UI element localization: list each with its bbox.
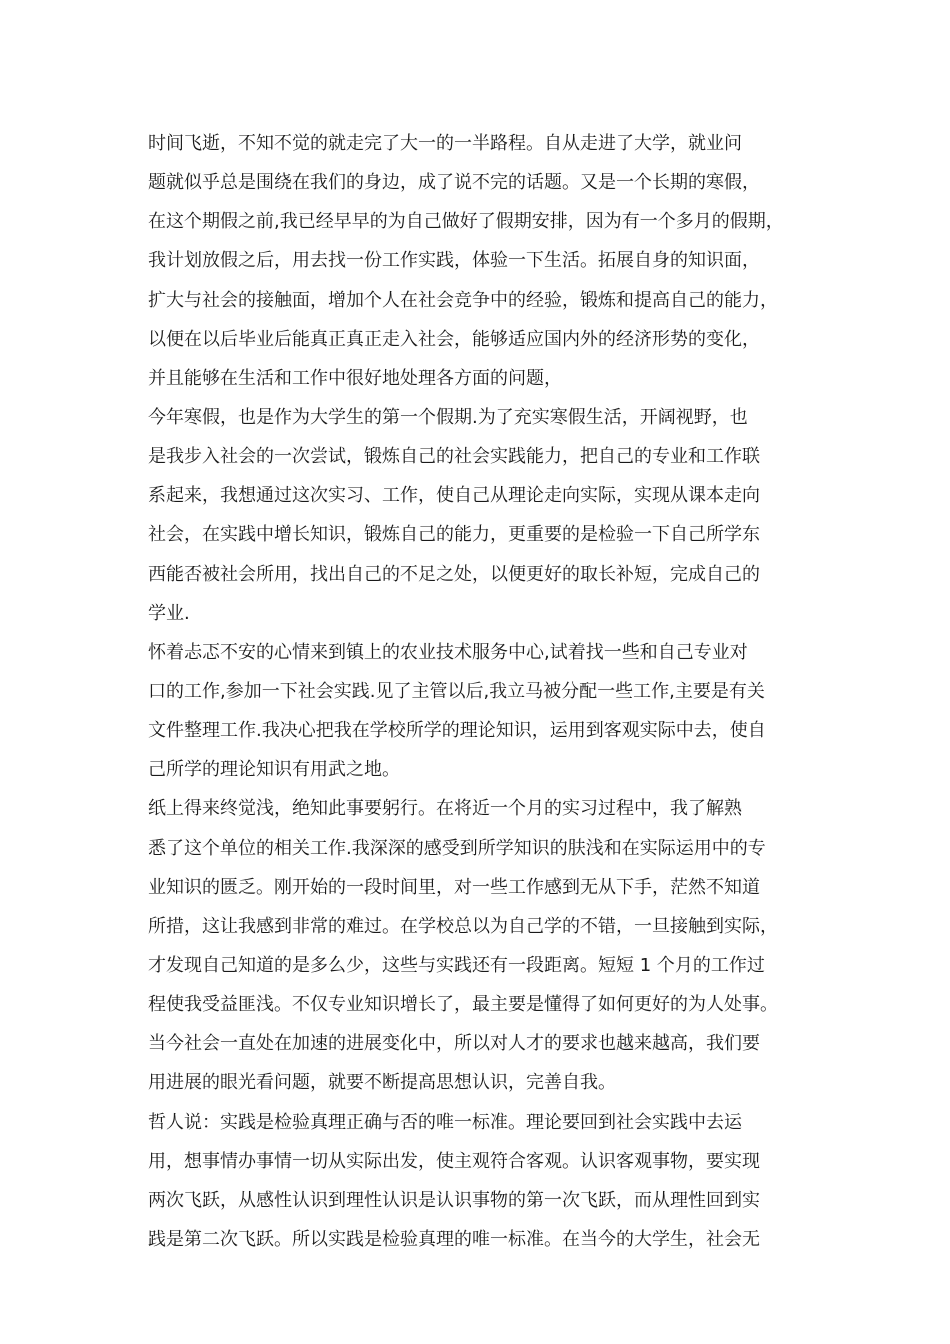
text-line: 以便在以后毕业后能真正真正走入社会，能够适应国内外的经济形势的变化， <box>148 328 760 350</box>
text-line: 当今社会一直处在加速的进展变化中，所以对人才的要求也越来越高，我们要 <box>148 1033 760 1055</box>
text-line: 才发现自己知道的是多么少，这些与实践还有一段距离。短短 1 个月的工作过 <box>148 954 765 976</box>
text-line: 践是第二次飞跃。所以实践是检验真理的唯一标准。在当今的大学生，社会无 <box>148 1228 760 1250</box>
text-line: 用进展的眼光看问题，就要不断提高思想认识，完善自我。 <box>148 1072 616 1094</box>
text-line: 并且能够在生活和工作中很好地处理各方面的问题， <box>148 367 562 389</box>
document-body <box>148 124 828 1259</box>
text-line: 系起来，我想通过这次实习、工作，使自己从理论走向实际，实现从课本走向 <box>148 485 760 507</box>
text-line: 我计划放假之后，用去找一份工作实践，体验一下生活。拓展自身的知识面， <box>148 250 760 272</box>
text-line: 纸上得来终觉浅，绝知此事要躬行。在将近一个月的实习过程中，我了解熟 <box>148 798 742 820</box>
text-line: 哲人说：实践是检验真理正确与否的唯一标准。理论要回到社会实践中去运 <box>148 1111 742 1133</box>
text-line: 社会，在实践中增长知识，锻炼自己的能力，更重要的是检验一下自己所学东 <box>148 524 760 546</box>
text-line: 今年寒假，也是作为大学生的第一个假期.为了充实寒假生活，开阔视野，也 <box>148 406 748 428</box>
text-line: 口的工作,参加一下社会实践.见了主管以后,我立马被分配一些工作,主要是有关 <box>148 680 765 702</box>
text-line: 业知识的匮乏。刚开始的一段时间里，对一些工作感到无从下手，茫然不知道 <box>148 876 760 898</box>
text-line: 悉了这个单位的相关工作.我深深的感受到所学知识的肤浅和在实际运用中的专 <box>148 837 766 859</box>
text-line: 时间飞逝，不知不觉的就走完了大一的一半路程。自从走进了大学，就业问 <box>148 133 742 154</box>
text-line: 在这个期假之前,我已经早早的为自己做好了假期安排，因为有一个多月的假期， <box>148 211 784 233</box>
text-line: 用，想事情办事情一切从实际出发，使主观符合客观。认识客观事物，要实现 <box>148 1150 760 1172</box>
text-line: 怀着忐忑不安的心情来到镇上的农业技术服务中心,试着找一些和自己专业对 <box>148 641 748 663</box>
text-line: 两次飞跃，从感性认识到理性认识是认识事物的第一次飞跃，而从理性回到实 <box>148 1189 760 1211</box>
text-line: 文件整理工作.我决心把我在学校所学的理论知识，运用到客观实际中去，使自 <box>148 720 766 742</box>
text-line: 己所学的理论知识有用武之地。 <box>148 759 400 781</box>
text-line: 西能否被社会所用，找出自己的不足之处，以便更好的取长补短，完成自己的 <box>148 563 760 585</box>
text-line: 所措，这让我感到非常的难过。在学校总以为自己学的不错，一旦接触到实际， <box>148 915 778 937</box>
text-line: 扩大与社会的接触面，增加个人在社会竞争中的经验，锻炼和提高自己的能力， <box>148 289 778 311</box>
text-line: 是我步入社会的一次尝试，锻炼自己的社会实践能力，把自己的专业和工作联 <box>148 446 760 468</box>
text-line: 题就似乎总是围绕在我们的身边，成了说不完的话题。又是一个长期的寒假， <box>148 172 760 194</box>
text-line: 程使我受益匪浅。不仅专业知识增长了，最主要是懂得了如何更好的为人处事。 <box>148 994 778 1016</box>
text-line: 学业. <box>148 602 190 624</box>
